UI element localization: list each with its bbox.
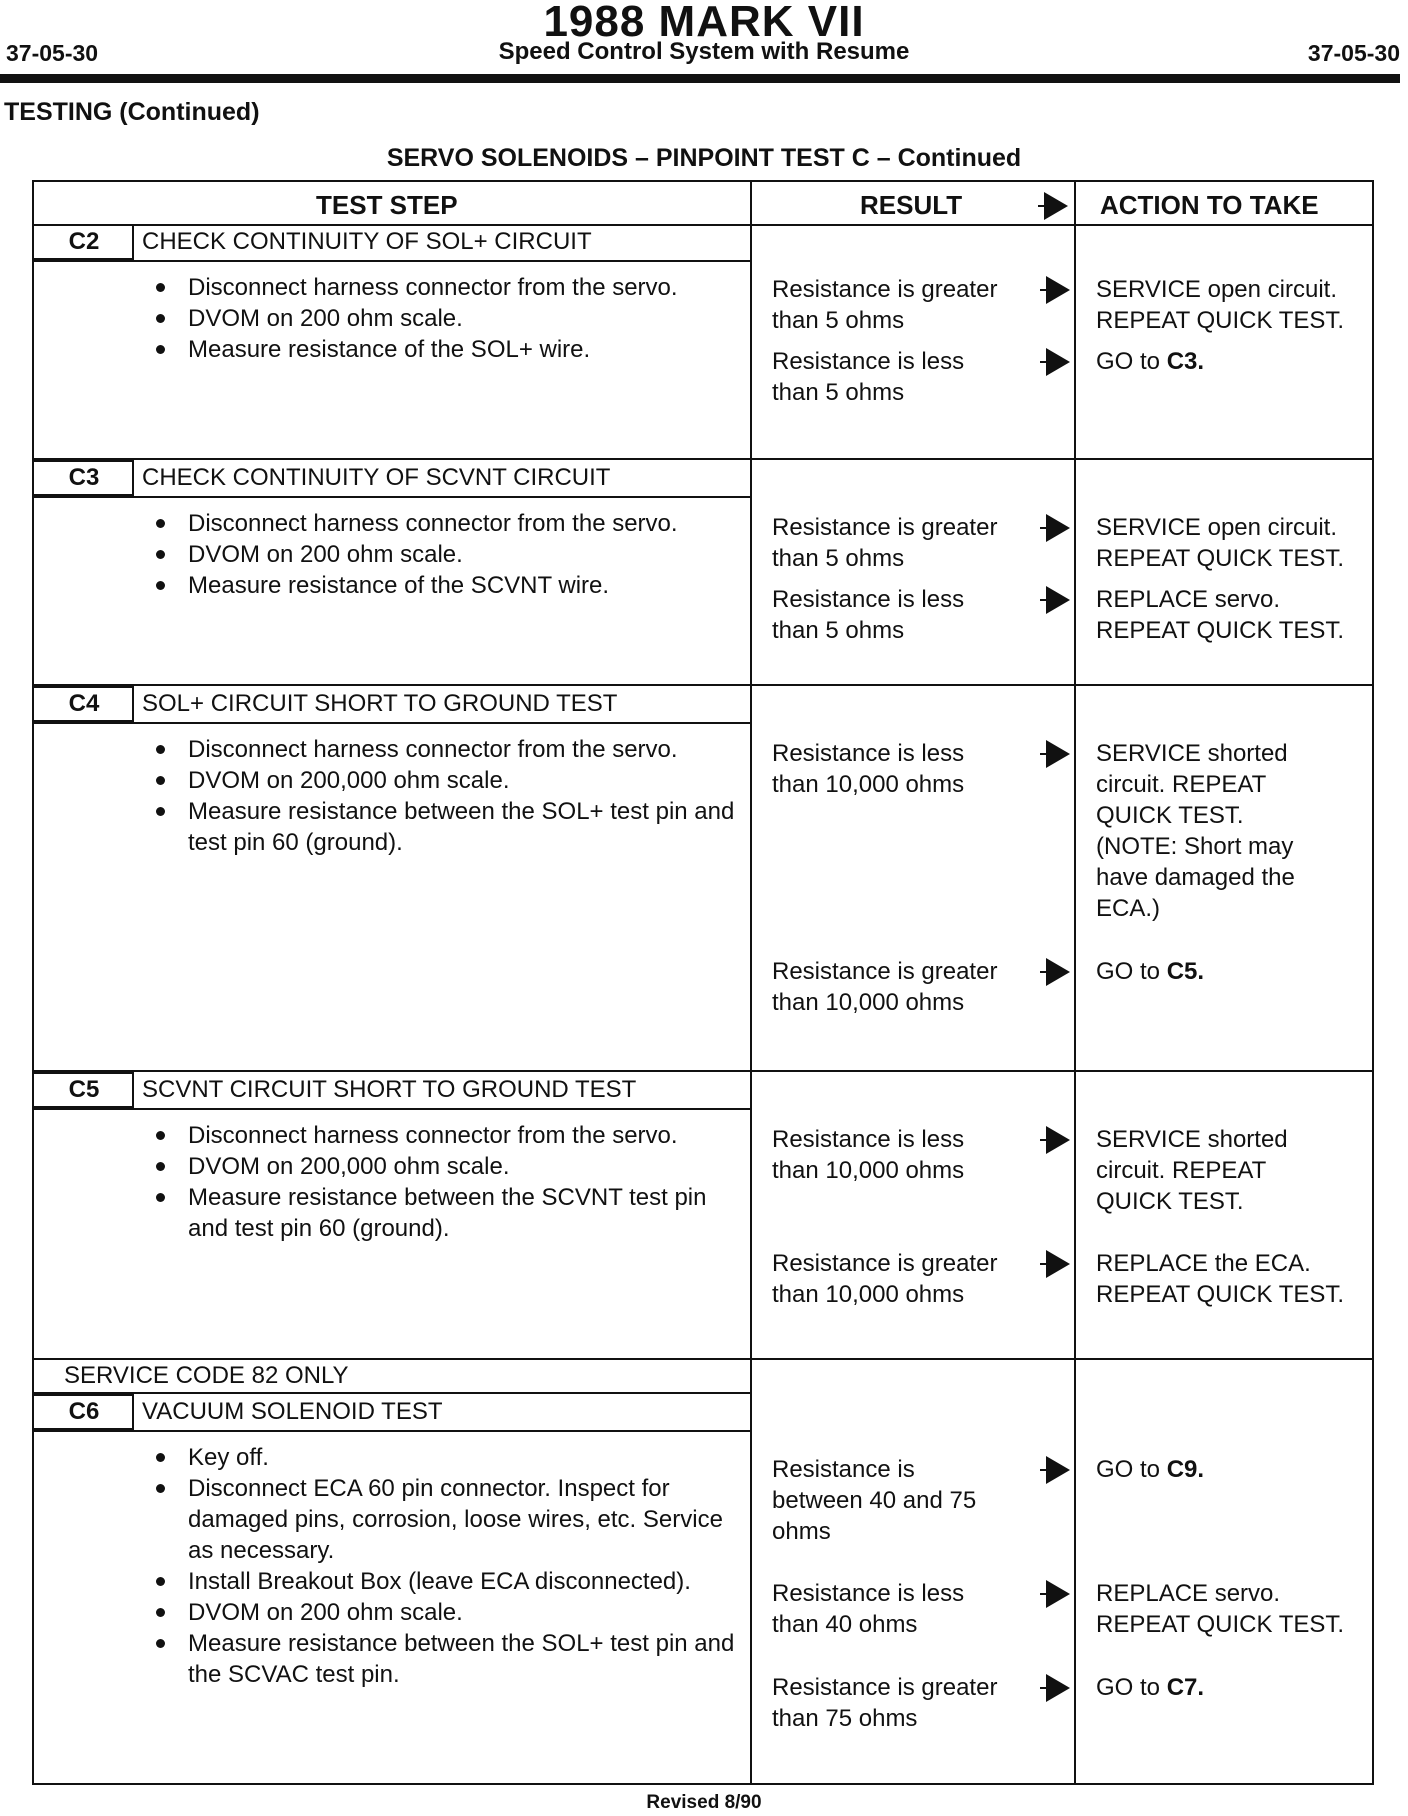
column-header-action: ACTION TO TAKE — [1100, 190, 1319, 220]
arrow-icon — [1046, 586, 1070, 614]
step-id: C4 — [68, 690, 100, 717]
test-step-c3 — [34, 460, 1372, 686]
procedure-step: Measure resistance between the SOL+ test pin and test pin 60 (ground). — [152, 796, 742, 858]
arrow-icon — [1046, 1126, 1070, 1154]
procedure-step: DVOM on 200 ohm scale. — [152, 1597, 742, 1628]
procedure-step: DVOM on 200 ohm scale. — [152, 539, 742, 570]
step-title-rule — [34, 496, 750, 498]
revision-footer: Revised 8/90 — [646, 1792, 762, 1813]
result-text: Resistance is greater than 5 ohms — [772, 276, 998, 334]
step-title-rule — [34, 1108, 750, 1110]
action-text: GO to C9. — [1096, 1456, 1205, 1483]
procedure-step: DVOM on 200,000 ohm scale. — [152, 765, 742, 796]
procedure-step: Measure resistance between the SOL+ test pin and the SCVAC test pin. — [152, 1628, 742, 1690]
procedure-step: Disconnect harness connector from the servo. — [152, 734, 742, 765]
column-header-test-step: TEST STEP — [316, 190, 458, 220]
step-id: C2 — [68, 228, 100, 255]
procedure-step: Disconnect harness connector from the servo. — [152, 1120, 742, 1151]
arrow-icon — [1046, 514, 1070, 542]
column-header-result: RESULT — [860, 190, 963, 220]
action-text: REPLACE servo. REPEAT QUICK TEST. — [1096, 1580, 1345, 1638]
result-text: Resistance is less than 10,000 ohms — [772, 740, 965, 798]
section-code-right: 37-05-30 — [1307, 40, 1400, 66]
header-rule — [0, 74, 1400, 83]
service-code-note: SERVICE CODE 82 ONLY — [64, 1362, 349, 1389]
result-text: Resistance is between 40 and 75 ohms — [772, 1456, 977, 1545]
system-title: Speed Control System with Resume — [498, 38, 910, 65]
arrow-icon — [1046, 740, 1070, 768]
goto-step-link: C7. — [1166, 1674, 1205, 1701]
result-text: Resistance is less than 40 ohms — [772, 1580, 965, 1638]
procedure-step: Key off. — [152, 1442, 742, 1473]
procedure-step: Measure resistance of the SCVNT wire. — [152, 570, 742, 601]
step-title: CHECK CONTINUITY OF SCVNT CIRCUIT — [142, 464, 611, 491]
action-text: REPLACE servo. REPEAT QUICK TEST. — [1096, 586, 1345, 644]
procedure-step: Disconnect harness connector from the servo. — [152, 272, 742, 303]
step-title: CHECK CONTINUITY OF SOL+ CIRCUIT — [142, 228, 592, 255]
action-text: GO to C3. — [1096, 348, 1205, 375]
test-step-c5 — [34, 1072, 1372, 1360]
action-text: REPLACE the ECA. REPEAT QUICK TEST. — [1096, 1250, 1345, 1308]
procedure-list — [152, 734, 742, 858]
arrow-icon — [1046, 1674, 1070, 1702]
step-title-rule — [34, 260, 750, 262]
procedure-step: DVOM on 200 ohm scale. — [152, 303, 742, 334]
arrow-icon — [1046, 348, 1070, 376]
result-text: Resistance is greater than 10,000 ohms — [772, 958, 998, 1016]
result-text: Resistance is less than 10,000 ohms — [772, 1126, 965, 1184]
arrow-icon — [1046, 1456, 1070, 1484]
result-text: Resistance is greater than 5 ohms — [772, 514, 998, 572]
section-heading: TESTING (Continued) — [4, 98, 260, 126]
procedure-list — [152, 1120, 742, 1244]
action-text: SERVICE open circuit. REPEAT QUICK TEST. — [1096, 276, 1345, 334]
goto-step-link: C3. — [1166, 348, 1205, 375]
step-title: SOL+ CIRCUIT SHORT TO GROUND TEST — [142, 690, 618, 717]
procedure-list — [152, 508, 742, 601]
section-code-left: 37-05-30 — [6, 40, 99, 66]
arrow-icon — [1044, 192, 1068, 220]
goto-step-link: C5. — [1166, 958, 1205, 985]
action-text: SERVICE open circuit. REPEAT QUICK TEST. — [1096, 514, 1345, 572]
action-text: SERVICE shorted circuit. REPEAT QUICK TEST. (NOTE: Short may have damaged the ECA.) — [1096, 740, 1295, 922]
procedure-step: Disconnect ECA 60 pin connector. Inspect for damaged pins, corrosion, loose wires, etc. Service as necessary. — [152, 1473, 742, 1566]
step-id: C6 — [68, 1398, 100, 1425]
step-id: C3 — [68, 464, 100, 491]
procedure-list — [152, 1442, 742, 1690]
manual-title: 1988 MARK VII — [543, 0, 865, 46]
arrow-icon — [1046, 1580, 1070, 1608]
procedure-step: Install Breakout Box (leave ECA disconnected). — [152, 1566, 742, 1597]
arrow-icon — [1046, 1250, 1070, 1278]
procedure-list — [152, 272, 742, 365]
test-step-c6 — [34, 1360, 1372, 1785]
action-text: GO to C5. — [1096, 958, 1205, 985]
procedure-step: Measure resistance of the SOL+ wire. — [152, 334, 742, 365]
result-text: Resistance is greater than 10,000 ohms — [772, 1250, 998, 1308]
result-text: Resistance is less than 5 ohms — [772, 348, 965, 406]
result-text: Resistance is less than 5 ohms — [772, 586, 965, 644]
table-title: SERVO SOLENOIDS – PINPOINT TEST C – Continued — [386, 144, 1022, 172]
step-title: SCVNT CIRCUIT SHORT TO GROUND TEST — [142, 1076, 637, 1103]
procedure-step: DVOM on 200,000 ohm scale. — [152, 1151, 742, 1182]
step-title-rule — [34, 1430, 750, 1432]
pinpoint-test-table — [32, 180, 1374, 1785]
action-text: SERVICE shorted circuit. REPEAT QUICK TEST. — [1096, 1126, 1288, 1215]
result-text: Resistance is greater than 75 ohms — [772, 1674, 998, 1732]
step-title-rule — [34, 722, 750, 724]
test-step-c2 — [34, 224, 1372, 460]
procedure-step: Measure resistance between the SCVNT test pin and test pin 60 (ground). — [152, 1182, 742, 1244]
goto-step-link: C9. — [1166, 1456, 1205, 1483]
arrow-icon — [1046, 958, 1070, 986]
action-text: GO to C7. — [1096, 1674, 1205, 1701]
procedure-step: Disconnect harness connector from the servo. — [152, 508, 742, 539]
step-id: C5 — [68, 1076, 100, 1103]
step-title: VACUUM SOLENOID TEST — [142, 1398, 443, 1425]
arrow-icon — [1046, 276, 1070, 304]
test-step-c4 — [34, 686, 1372, 1072]
